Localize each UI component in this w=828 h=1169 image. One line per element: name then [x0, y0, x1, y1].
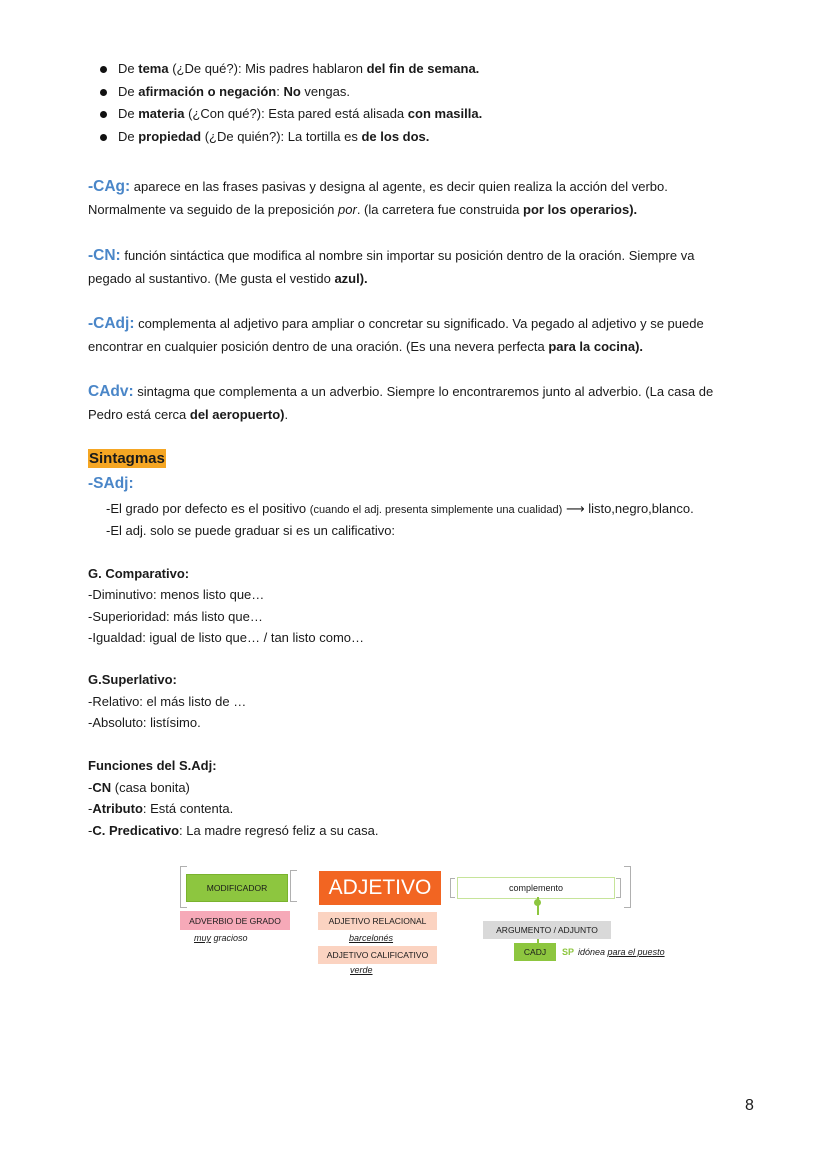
- sadj-line-1: -El grado por defecto es el positivo (cuando el adj. presenta simplemente una cualidad) ⟶ listo,negro,blanco.: [106, 501, 694, 516]
- adj-calificativo-box: ADJETIVO CALIFICATIVO: [318, 946, 437, 964]
- bullet-item: De propiedad (¿De quién?): La tortilla es de los dos.: [96, 126, 482, 149]
- funciones-item: -Atributo: Está contenta.: [88, 801, 234, 816]
- cadv-term: CAdv:: [88, 383, 134, 400]
- bracket-mid: [290, 870, 297, 902]
- cag-term: -CAg:: [88, 178, 131, 195]
- connector-dot: [534, 899, 541, 906]
- adj-relacional-example: barcelonés: [349, 933, 394, 943]
- comparativo-title: G. Comparativo:: [88, 566, 190, 581]
- funciones-item: -C. Predicativo: La madre regresó feliz a su casa.: [88, 823, 379, 838]
- bracket-comp-right: [616, 878, 621, 898]
- adverbio-grado-example: muy gracioso: [194, 933, 248, 943]
- bullet-list: [96, 58, 482, 148]
- page-number: 8: [745, 1097, 754, 1114]
- bullet-item: De afirmación o negación: No vengas.: [96, 81, 482, 104]
- complemento-box: complemento: [457, 877, 615, 899]
- comparativo-line: -Diminutivo: menos listo que…: [88, 587, 265, 602]
- sintagmas-heading: Sintagmas: [89, 450, 165, 467]
- superlativo-line: -Absoluto: listísimo.: [88, 715, 201, 730]
- bracket-comp-left: [450, 878, 455, 898]
- argumento-box: ARGUMENTO / ADJUNTO: [483, 921, 611, 939]
- sp-label: SP: [562, 947, 575, 957]
- adverbio-grado-box: ADVERBIO DE GRADO: [180, 911, 290, 930]
- adj-relacional-box: ADJETIVO RELACIONAL: [318, 912, 437, 930]
- sp-example: idónea para el puesto: [578, 947, 665, 957]
- adj-calificativo-example: verde: [350, 965, 373, 975]
- cn-term: -CN:: [88, 247, 121, 264]
- modificador-box: MODIFICADOR: [186, 874, 288, 902]
- adjetivo-box: ADJETIVO: [319, 871, 441, 905]
- bullet-item: De tema (¿De qué?): Mis padres hablaron del fin de semana.: [96, 58, 482, 81]
- funciones-item: -CN (casa bonita): [88, 780, 190, 795]
- cadj-term: -CAdj:: [88, 315, 135, 332]
- bracket-right: [624, 866, 631, 908]
- cadj-paragraph: -CAdj: complementa al adjetivo para ampliar o concretar su significado. Va pegado al adjetivo y se puede encontrar en cualquier posición dentro de una oración. (Es una nevera perfecta para la cocina).: [88, 315, 704, 354]
- cadv-paragraph: CAdv: sintagma que complementa a un adverbio. Siempre lo encontraremos junto al adverbio. (La casa de Pedro está cerca del aeropuerto).: [88, 383, 714, 422]
- cadj-box: CADJ: [514, 943, 556, 961]
- superlativo-title: G.Superlativo:: [88, 672, 177, 687]
- cn-paragraph: -CN: función sintáctica que modifica al nombre sin importar su posición dentro de la oración. Siempre va pegado al sustantivo. (Me gusta el vestido azul).: [88, 247, 695, 286]
- superlativo-line: -Relativo: el más listo de …: [88, 694, 247, 709]
- cag-paragraph: -CAg: aparece en las frases pasivas y designa al agente, es decir quien realiza la acción del verbo. Normalmente va seguido de la preposición por. (la carretera fue construida por los operarios).: [88, 178, 668, 217]
- funciones-title: Funciones del S.Adj:: [88, 758, 217, 773]
- comparativo-line: -Igualdad: igual de listo que… / tan listo como…: [88, 630, 365, 645]
- sadj-term: -SAdj:: [88, 475, 134, 492]
- sadj-line-2: -El adj. solo se puede graduar si es un calificativo:: [106, 523, 396, 538]
- comparativo-line: -Superioridad: más listo que…: [88, 609, 263, 624]
- bullet-item: De materia (¿Con qué?): Esta pared está alisada con masilla.: [96, 103, 482, 126]
